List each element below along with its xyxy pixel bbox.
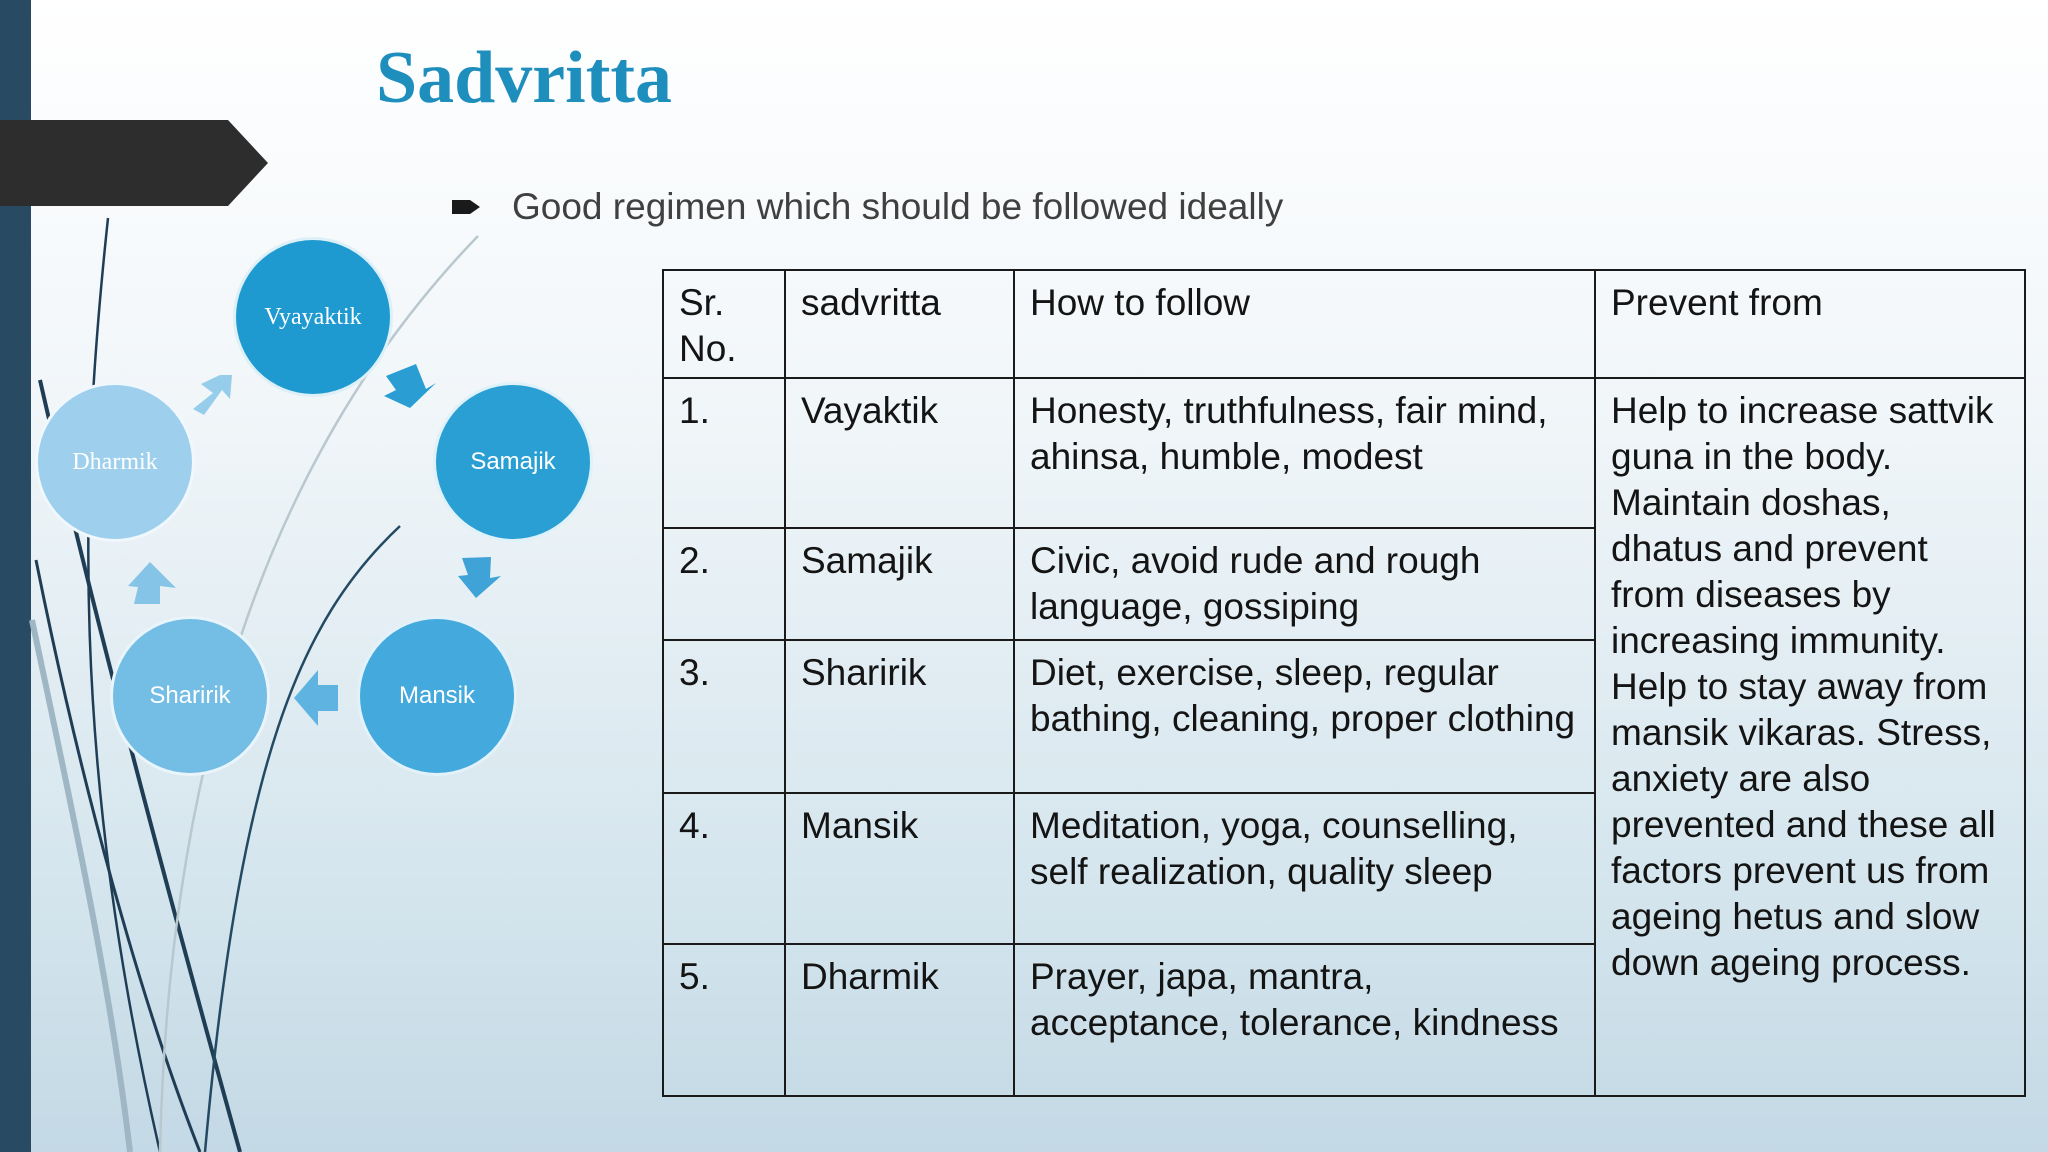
row-how-to-follow: Civic, avoid rude and rough language, gossiping <box>1014 528 1595 640</box>
row-number: 2. <box>663 528 785 640</box>
cycle-arrow-mansik-sharirik <box>294 670 338 726</box>
header-prevent-from: Prevent from <box>1595 270 2025 378</box>
cycle-arrow-samajik-mansik <box>458 557 501 598</box>
row-how-to-follow: Diet, exercise, sleep, regular bathing, cleaning, proper clothing <box>1014 640 1595 793</box>
row-sadvritta: Vayaktik <box>785 378 1014 528</box>
cycle-node-mansik: Mansik <box>357 616 517 776</box>
cycle-node-sharirik: Sharirik <box>110 616 270 776</box>
row-number: 5. <box>663 944 785 1096</box>
row-number: 3. <box>663 640 785 793</box>
bullet-text: Good regimen which should be followed ideally <box>512 186 1284 227</box>
sadvritta-cycle-diagram <box>0 0 620 820</box>
row-number: 4. <box>663 793 785 944</box>
row-sadvritta: Dharmik <box>785 944 1014 1096</box>
row-number: 1. <box>663 378 785 528</box>
table-row <box>663 378 2025 528</box>
row-how-to-follow: Prayer, japa, mantra, acceptance, tolerance, kindness <box>1014 944 1595 1096</box>
header-sadvritta: sadvritta <box>785 270 1014 378</box>
row-how-to-follow: Meditation, yoga, counselling, self realization, quality sleep <box>1014 793 1595 944</box>
prevent-from-cell: Help to increase sattvik guna in the body. Maintain doshas, dhatus and prevent from diseases by increasing immunity. Help to stay away from mansik vikaras. Stress, anxiety are also prevented and these all factors prevent us from ageing hetus and slow down ageing process. <box>1595 378 2025 1096</box>
row-sadvritta: Mansik <box>785 793 1014 944</box>
header-how-to-follow: How to follow <box>1014 270 1595 378</box>
table-header-row <box>663 270 2025 378</box>
header-sr-no: Sr. No. <box>663 270 785 378</box>
cycle-node-vyayaktik: Vyayaktik <box>233 237 393 397</box>
cycle-node-samajik: Samajik <box>433 382 593 542</box>
slide-title: Sadvritta <box>376 37 672 119</box>
row-sadvritta: Sharirik <box>785 640 1014 793</box>
row-how-to-follow: Honesty, truthfulness, fair mind, ahinsa, humble, modest <box>1014 378 1595 528</box>
cycle-node-dharmik: Dharmik <box>35 382 195 542</box>
cycle-arrow-dharmik-vyayaktik <box>193 375 232 415</box>
cycle-arrow-vyayaktik-samajik <box>384 364 436 408</box>
cycle-arrow-sharirik-dharmik <box>128 562 176 604</box>
row-sadvritta: Samajik <box>785 528 1014 640</box>
sadvritta-table <box>662 269 2026 1097</box>
